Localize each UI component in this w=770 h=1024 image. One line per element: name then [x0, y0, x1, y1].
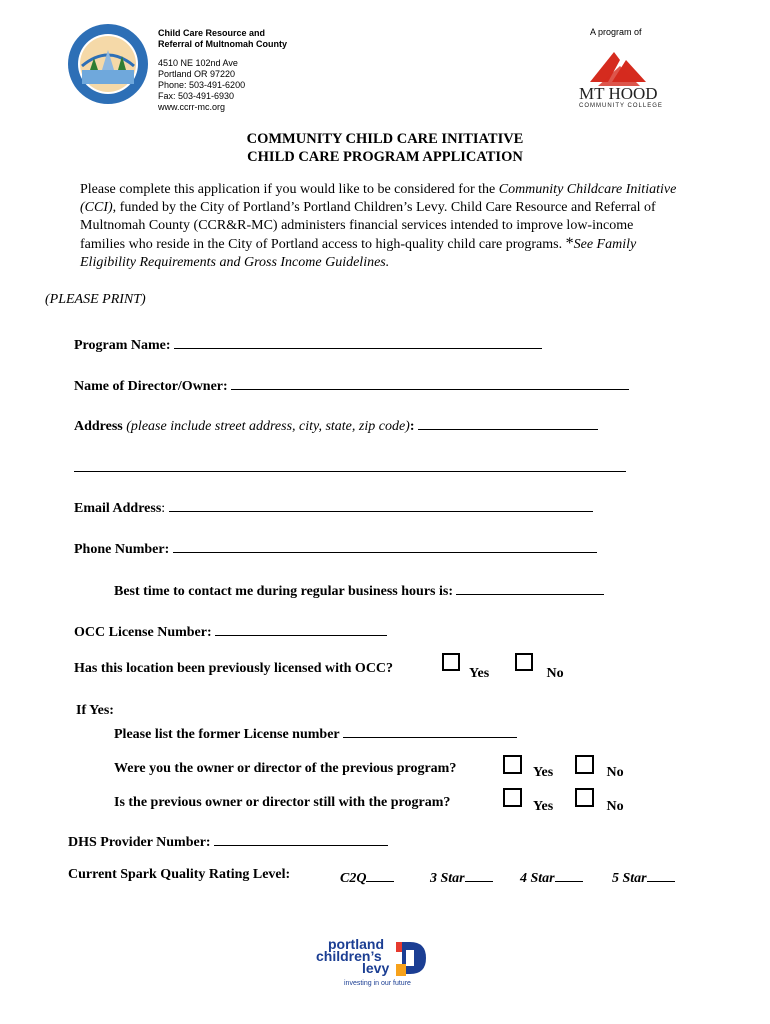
- still-with-yes: [503, 788, 554, 814]
- spark-5star-label: 5 Star: [612, 871, 647, 886]
- still-with-yes-label: Yes: [532, 799, 554, 814]
- former-license-label: Please list the former License number: [114, 727, 340, 742]
- dhs-row: [68, 831, 388, 851]
- org-info: [158, 28, 287, 113]
- spark-5star: [612, 867, 675, 887]
- prev-licensed-no-checkbox[interactable]: [515, 653, 533, 671]
- org-name-line2: Referral of Multnomah County: [158, 39, 288, 49]
- levy-line1: portland: [328, 936, 384, 952]
- org-address2: Portland OR 97220: [158, 69, 236, 79]
- were-owner-no-label: No: [606, 765, 624, 780]
- former-license-row: [114, 723, 517, 743]
- still-with-no: [575, 788, 624, 814]
- spark-c2q-label: C2Q: [340, 871, 367, 886]
- please-print: (PLEASE PRINT): [45, 292, 146, 307]
- still-with-label: Is the previous owner or director still with the program?: [114, 795, 451, 810]
- spark-4star-field[interactable]: [555, 867, 583, 882]
- spark-label: Current Spark Quality Rating Level:: [68, 867, 291, 882]
- director-field[interactable]: [231, 375, 629, 390]
- program-of-label: A program of: [590, 27, 642, 37]
- spark-4star: [520, 867, 583, 887]
- dhs-label: DHS Provider Number:: [68, 835, 211, 850]
- were-owner-no: [575, 755, 624, 780]
- occ-license-label: OCC License Number:: [74, 625, 212, 640]
- program-name-label: Program Name:: [74, 338, 171, 353]
- were-owner-yes: [503, 755, 554, 780]
- intro-star: *: [565, 235, 574, 252]
- if-yes-label: If Yes:: [76, 703, 114, 718]
- org-web: www.ccrr-mc.org: [158, 102, 225, 112]
- occ-license-field[interactable]: [215, 621, 387, 636]
- occ-license-row: [74, 621, 387, 641]
- intro-text-1: Please complete this application if you would like to be considered for the: [80, 182, 499, 197]
- prev-licensed-yes-checkbox[interactable]: [442, 653, 460, 671]
- ccrr-seal-logo: [66, 22, 150, 106]
- email-row: [74, 497, 593, 517]
- mthood-subtitle: COMMUNITY COLLEGE: [579, 103, 663, 109]
- intro-see-note: See Family Eligibility Requirements and Gross Income Guidelines.: [80, 237, 637, 270]
- org-address1: 4510 NE 102nd Ave: [158, 58, 238, 68]
- former-license-field[interactable]: [343, 723, 517, 738]
- still-with-yes-checkbox[interactable]: [503, 788, 522, 807]
- best-time-field[interactable]: [456, 580, 604, 595]
- were-owner-yes-label: Yes: [532, 765, 554, 780]
- prev-licensed-label: Has this location been previously licensed with OCC?: [74, 661, 394, 676]
- prev-licensed-yes-label: Yes: [468, 666, 490, 681]
- address-colon: :: [409, 419, 415, 434]
- dhs-field[interactable]: [214, 831, 388, 846]
- program-name-row: [74, 334, 542, 354]
- levy-line3: levy: [362, 960, 390, 976]
- address-row: [74, 415, 598, 435]
- email-label: Email Address: [74, 501, 162, 516]
- levy-tagline: investing in our future: [344, 980, 411, 987]
- intro-cci: Community Childcare Initiative (CCI): [80, 182, 677, 215]
- director-label: Name of Director/Owner:: [74, 379, 228, 394]
- address-field-line2[interactable]: [74, 471, 626, 472]
- spark-4star-label: 4 Star: [520, 871, 555, 886]
- were-owner-label: Were you the owner or director of the previous program?: [114, 761, 457, 776]
- levy-line2: children’s: [316, 948, 382, 964]
- address-field[interactable]: [418, 415, 598, 430]
- spark-3star: [430, 867, 493, 887]
- intro-text-2: , funded by the City of Portland’s Portland Children’s Levy. Child Care Resource and Referral of Multnomah County (CCR&R-MC) administers financial services intended to improve low-income families who reside in the City of Portland access to high-quality child care programs.: [80, 200, 656, 252]
- prev-licensed-yes: [442, 653, 490, 681]
- best-time-label: Best time to contact me during regular business hours is:: [114, 584, 453, 599]
- address-label: Address: [74, 419, 123, 434]
- org-fax: Fax: 503-491-6930: [158, 91, 235, 101]
- spark-3star-label: 3 Star: [430, 871, 465, 886]
- best-time-row: [114, 580, 604, 600]
- still-with-no-label: No: [606, 799, 624, 814]
- address-hint: (please include street address, city, state, zip code): [126, 419, 410, 434]
- were-owner-yes-checkbox[interactable]: [503, 755, 522, 774]
- director-row: [74, 375, 629, 395]
- levy-logo: [312, 938, 442, 990]
- mthood-logo: [576, 46, 666, 112]
- email-colon: :: [161, 501, 166, 516]
- spark-c2q-field[interactable]: [366, 867, 394, 882]
- title-line1: COMMUNITY CHILD CARE INITIATIVE: [246, 131, 524, 147]
- levy-mark-icon: [396, 940, 428, 976]
- mthood-name: MT HOOD: [579, 84, 658, 103]
- org-phone: Phone: 503-491-6200: [158, 80, 246, 90]
- still-with-no-checkbox[interactable]: [575, 788, 594, 807]
- spark-3star-field[interactable]: [465, 867, 493, 882]
- spark-5star-field[interactable]: [647, 867, 675, 882]
- email-field[interactable]: [169, 497, 593, 512]
- title-line2: CHILD CARE PROGRAM APPLICATION: [247, 149, 523, 165]
- prev-licensed-no: [515, 653, 564, 681]
- org-name-line1: Child Care Resource and: [158, 28, 266, 38]
- phone-row: [74, 538, 597, 558]
- were-owner-no-checkbox[interactable]: [575, 755, 594, 774]
- program-name-field[interactable]: [174, 334, 542, 349]
- spark-c2q: [340, 867, 394, 887]
- phone-label: Phone Number:: [74, 542, 170, 557]
- phone-field[interactable]: [173, 538, 597, 553]
- prev-licensed-no-label: No: [546, 666, 564, 681]
- intro-paragraph: [80, 181, 680, 272]
- page-title: [0, 130, 770, 166]
